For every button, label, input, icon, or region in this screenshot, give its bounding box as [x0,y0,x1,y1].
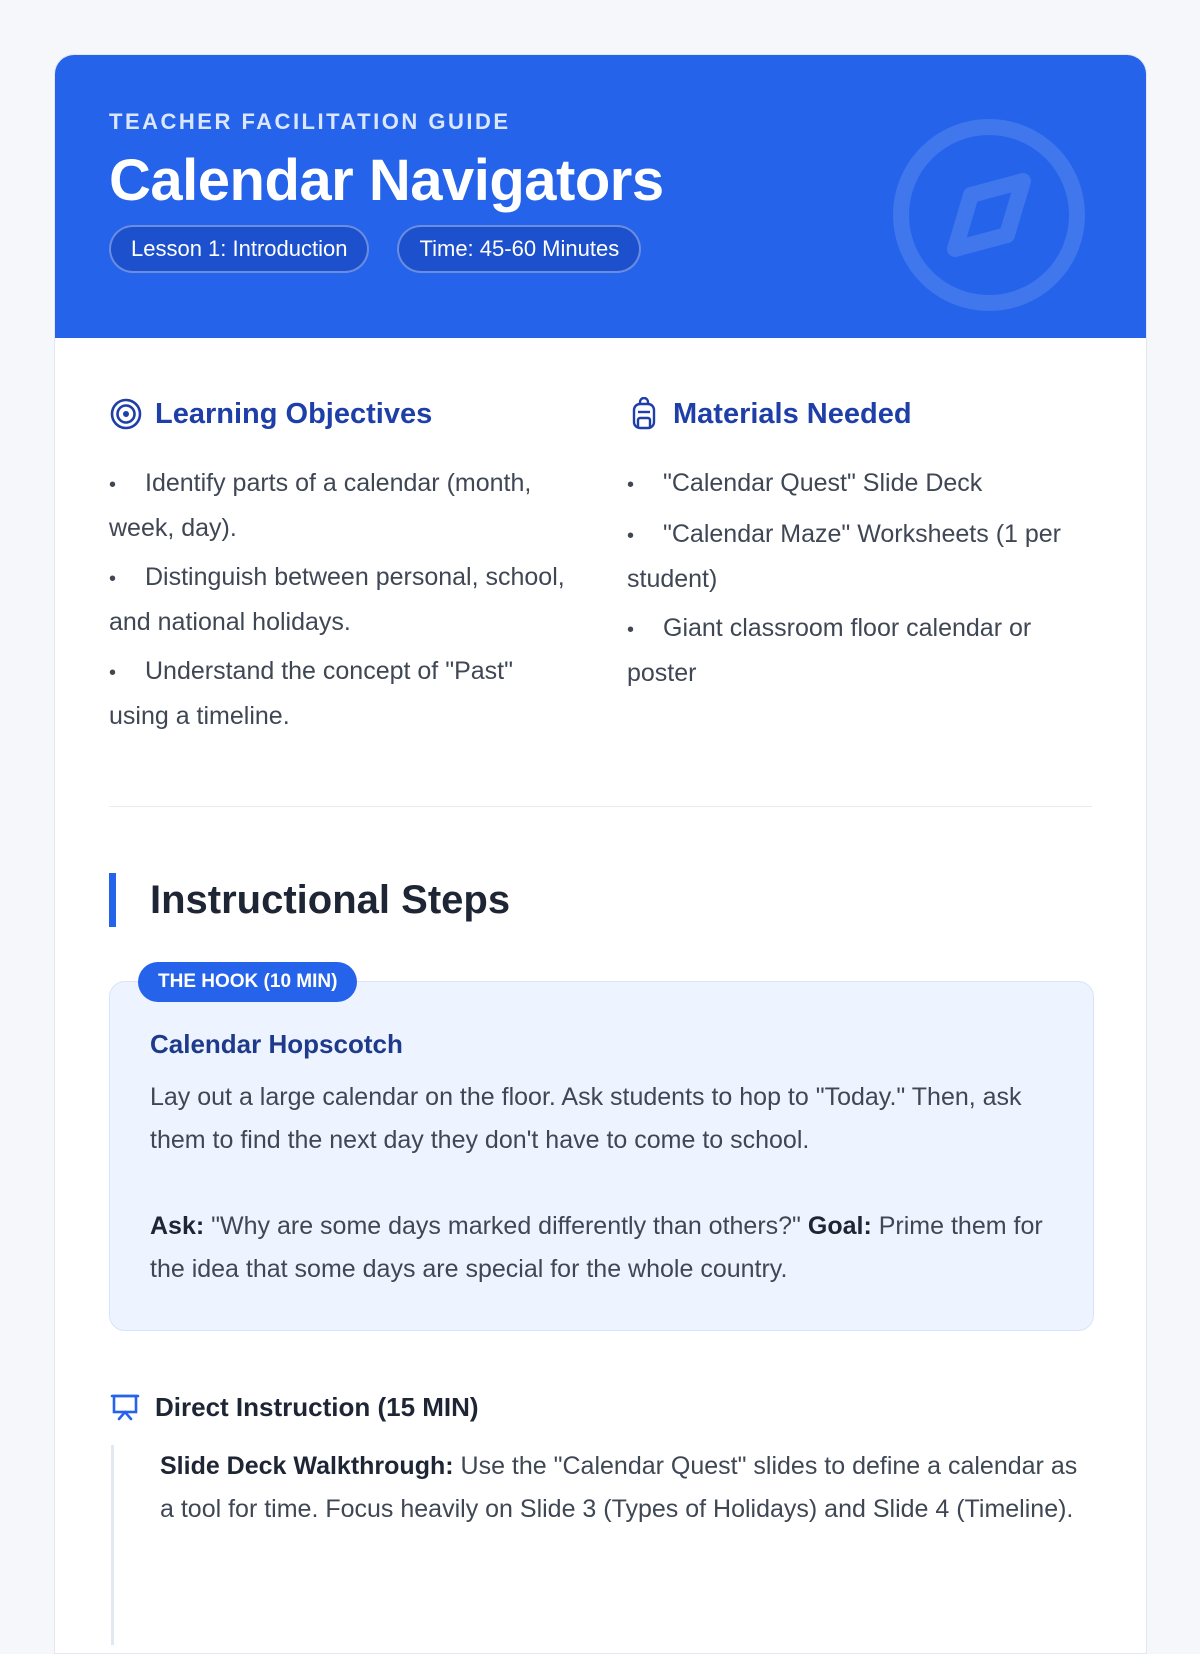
direct-instruction-body [111,1445,1096,1645]
hook-title: Calendar Hopscotch [150,1029,403,1059]
list-item: • Understand the concept of "Past" using a timeline. [109,650,579,738]
list-item: • Distinguish between personal, school, and national holidays. [109,556,579,644]
hook-description: Lay out a large calendar on the floor. Ask students to hop to "Today." Then, ask them to find the next day they don't have to come to school. [150,1083,1022,1154]
objectives-list [109,462,579,738]
guide-header [55,55,1146,338]
compass-icon [891,117,1087,313]
instructional-steps-section [109,873,1092,1645]
list-item: • Giant classroom floor calendar or poster [627,607,1097,695]
walkthrough-text: Use the "Calendar Quest" slides to define a calendar as a tool for time. Focus heavily on Slide 3 (Types of Holidays) and Slide 4 (Timeline). [160,1452,1078,1523]
guide-card [54,54,1147,1654]
hook-badge: THE HOOK (10 MIN) [138,962,357,1002]
list-item: • Identify parts of a calendar (month, week, day). [109,462,579,550]
materials-title: Materials Needed [673,397,912,430]
materials-list [627,462,1097,695]
overview-grid [109,338,1092,807]
objectives-section [109,396,579,744]
ask-label: Ask: [150,1212,205,1240]
ask-text: "Why are some days marked differently than others?" [211,1212,801,1240]
presentation-icon [109,1391,141,1423]
hook-ask-goal [150,1205,1053,1291]
goal-text: Prime them for the idea that some days are special for the whole country. [150,1212,1043,1283]
walkthrough-label: Slide Deck Walkthrough: [160,1452,454,1480]
list-item: • "Calendar Maze" Worksheets (1 per student) [627,513,1097,601]
materials-section [627,396,1097,701]
objectives-title: Learning Objectives [155,397,433,430]
target-icon [109,397,143,431]
lesson-pill: Lesson 1: Introduction [109,225,369,273]
steps-heading: Instructional Steps [109,873,1092,927]
time-pill: Time: 45-60 Minutes [397,225,641,273]
direct-instruction-title: Direct Instruction (15 MIN) [155,1391,479,1422]
backpack-icon [627,397,661,431]
direct-instruction-header [109,1387,1092,1427]
hook-card [109,971,1094,1331]
eyebrow-label: TEACHER FACILITATION GUIDE [109,109,511,134]
list-item: • "Calendar Quest" Slide Deck [627,462,1097,507]
goal-label: Goal: [807,1212,872,1240]
page-title: Calendar Navigators [109,148,664,213]
